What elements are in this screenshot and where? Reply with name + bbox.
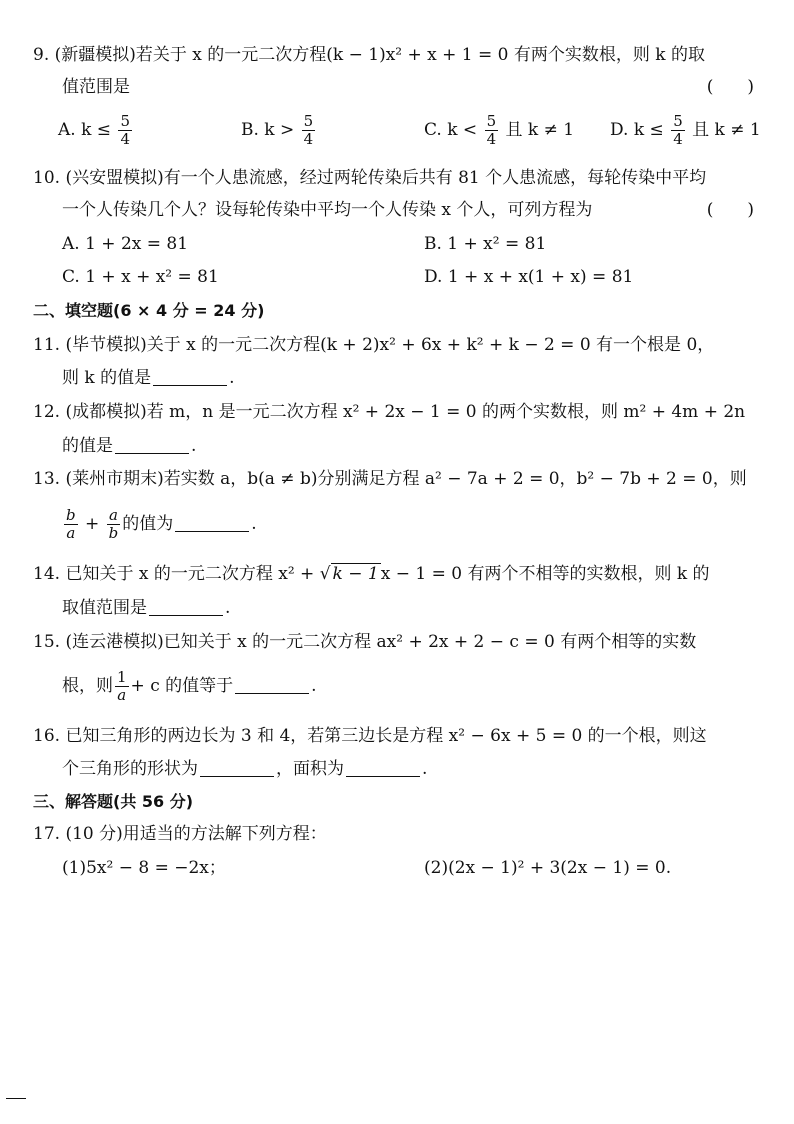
q13-stem-end: 的值为: [122, 514, 174, 534]
q15-answer-blank[interactable]: [235, 675, 309, 694]
q14-answer-blank[interactable]: [149, 597, 223, 616]
q14-line1: 14. 已知关于 x 的一元二次方程 x² + √ k − 1 x − 1 = 0 有两个不相等的实数根，则 k 的: [33, 564, 710, 584]
frac-num: 5: [486, 112, 497, 130]
q16-stem-middle: ，面积为: [276, 759, 344, 779]
q13-fraction-a-over-b: [107, 507, 121, 542]
frac-den: 4: [673, 130, 683, 148]
q11-line1: 11. (毕节模拟)关于 x 的一元二次方程(k + 2)x² + 6x + k² + k − 2 = 0 有一个根是 0，: [33, 335, 715, 355]
q9-option-a-text: A. k ≤: [58, 120, 112, 140]
q12-stem-end: 的值是: [62, 436, 113, 456]
q13-line2: [62, 506, 257, 542]
q17-part2: (2)(2x − 1)² + 3(2x − 1) = 0.: [424, 858, 672, 878]
q9-option-a: [58, 113, 134, 148]
q9-option-d-text: D. k ≤: [610, 120, 664, 140]
frac-den: 4: [303, 130, 314, 148]
q10-option-a: A. 1 + 2x = 81: [62, 234, 189, 254]
q16-shape-blank[interactable]: [200, 758, 274, 777]
q9-option-b: [241, 113, 317, 148]
frac-den: a: [117, 686, 127, 704]
q11-stem-end: 则 k 的值是: [62, 368, 152, 388]
q12-answer-blank[interactable]: [115, 435, 189, 454]
q9-option-c: [424, 113, 574, 148]
q10-option-b: B. 1 + x² = 81: [424, 234, 547, 254]
q16-line2: [62, 757, 427, 781]
section-solve-heading: 三、解答题(共 56 分): [33, 792, 194, 811]
frac-num: 1: [117, 668, 127, 686]
q10-option-d: D. 1 + x + x(1 + x) = 81: [424, 267, 634, 287]
q9-option-a-fraction: [118, 113, 132, 148]
q9-line2: [62, 75, 774, 99]
q15-stem-start: 根，则: [62, 676, 113, 696]
q10-answer-paren: ( ): [706, 200, 754, 220]
frac-num: a: [107, 507, 121, 525]
q14-period: .: [225, 598, 231, 618]
q16-line1: 16. 已知三角形的两边长为 3 和 4，若第三边长是方程 x² − 6x + 5 = 0 的一个根，则这: [33, 726, 707, 746]
q14-stem-end: 取值范围是: [62, 598, 147, 618]
frac-num: 5: [303, 112, 314, 130]
q9-option-d-tail: 且 k ≠ 1: [692, 120, 761, 140]
q16-stem-start: 个三角形的形状为: [62, 759, 198, 779]
q13-answer-blank[interactable]: [175, 513, 249, 532]
frac-num: 5: [673, 112, 683, 130]
q10-line1: 10. (兴安盟模拟)有一个人患流感，经过两轮传染后共有 81 个人患流感，每轮传染中平均: [33, 168, 707, 188]
q14-line2: [62, 596, 230, 620]
frac-den: b: [108, 524, 119, 542]
frac-num: b: [66, 506, 76, 524]
q9-option-d-fraction: [671, 113, 685, 148]
q15-stem-end: + c 的值等于: [130, 676, 234, 696]
q13-period: .: [251, 514, 257, 534]
q15-fraction-one-over-a: [115, 669, 129, 704]
q9-stem-end: 值范围是: [62, 77, 130, 97]
q12-line2: [62, 434, 196, 458]
q15-line2: [62, 668, 317, 704]
q14-radicand: k − 1: [332, 564, 379, 584]
page-corner-mark: [6, 1098, 26, 1099]
q12-line1: 12. (成都模拟)若 m，n 是一元二次方程 x² + 2x − 1 = 0 的两个实数根，则 m² + 4m + 2n: [33, 402, 746, 422]
q13-fraction-b-over-a: [64, 507, 78, 542]
q9-option-c-text: C. k <: [424, 120, 478, 140]
q16-period: .: [422, 759, 428, 779]
frac-den: 4: [486, 130, 497, 148]
q13-line1: 13. (莱州市期末)若实数 a，b(a ≠ b)分别满足方程 a² − 7a + 2 = 0，b² − 7b + 2 = 0，则: [33, 469, 747, 489]
q17-line1: 17. (10 分)用适当的方法解下列方程：: [33, 824, 327, 844]
q14-stem-middle: x − 1 = 0 有两个不相等的实数根，则 k 的: [380, 564, 710, 584]
q13-plus: +: [85, 514, 100, 534]
q15-period: .: [311, 676, 317, 696]
q9-option-b-text: B. k >: [241, 120, 295, 140]
q11-answer-blank[interactable]: [153, 367, 227, 386]
q10-stem-end: 一个人传染几个人？设每轮传染中平均一个人传染 x 个人，可列方程为: [62, 200, 593, 220]
q17-part1: (1)5x² − 8 = −2x；: [62, 858, 226, 878]
q9-option-c-tail: 且 k ≠ 1: [505, 120, 575, 140]
q9-option-c-fraction: [485, 113, 499, 148]
q9-option-d: [610, 113, 761, 148]
q10-option-c: C. 1 + x + x² = 81: [62, 267, 219, 287]
frac-den: 4: [120, 130, 130, 148]
q14-stem-start: 14. 已知关于 x 的一元二次方程 x² +: [33, 564, 315, 584]
q12-period: .: [191, 436, 197, 456]
q11-period: .: [229, 368, 235, 388]
q9-line1: 9. (新疆模拟)若关于 x 的一元二次方程(k − 1)x² + x + 1 = 0 有两个实数根，则 k 的取: [33, 45, 706, 65]
frac-den: a: [66, 524, 76, 542]
q11-line2: [62, 366, 235, 390]
q9-answer-paren: ( ): [706, 77, 754, 97]
section-fill-in-heading: 二、填空题(6 × 4 分 = 24 分): [33, 301, 265, 320]
frac-num: 5: [120, 112, 130, 130]
q15-line1: 15. (连云港模拟)已知关于 x 的一元二次方程 ax² + 2x + 2 − c = 0 有两个相等的实数: [33, 632, 697, 652]
q10-line2: [62, 198, 774, 222]
q16-area-blank[interactable]: [346, 758, 420, 777]
q9-option-b-fraction: [302, 113, 316, 148]
